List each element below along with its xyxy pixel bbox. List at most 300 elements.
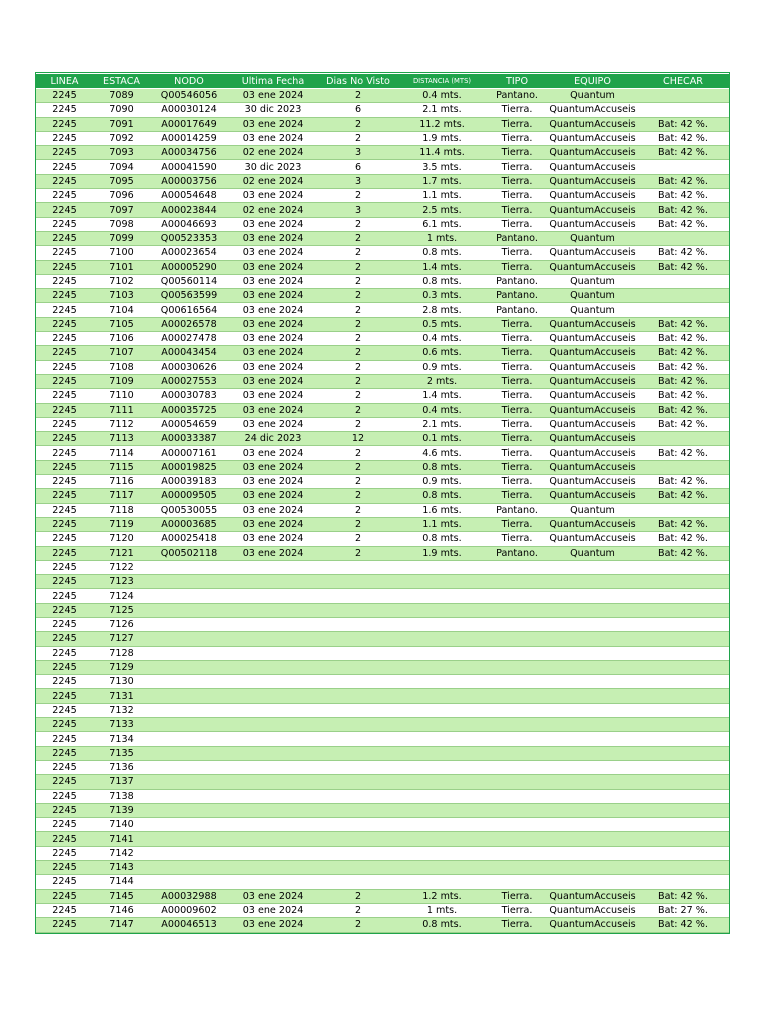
equipo-cell [548, 775, 637, 789]
distancia-cell [398, 746, 486, 760]
distancia-cell [398, 589, 486, 603]
table-row [36, 403, 729, 417]
estaca-cell: 7099 [93, 231, 150, 245]
table-row [36, 861, 729, 875]
table-row [36, 603, 729, 617]
tipo-cell: Tierra. [486, 189, 548, 203]
equipo-cell: Quantum [548, 546, 637, 560]
table-row [36, 803, 729, 817]
estaca-cell: 7108 [93, 360, 150, 374]
checar-cell [637, 646, 729, 660]
tipo-cell: Tierra. [486, 918, 548, 932]
dias-cell [318, 775, 398, 789]
nodo-cell [150, 875, 228, 889]
distancia-cell [398, 789, 486, 803]
estaca-cell: 7147 [93, 918, 150, 932]
col-header-estaca: ESTACA [93, 74, 150, 89]
distancia-cell: 1.7 mts. [398, 174, 486, 188]
table-row [36, 189, 729, 203]
equipo-cell: QuantumAccuseis [549, 447, 636, 459]
estaca-cell: 7135 [93, 746, 150, 760]
distancia-cell: 1.1 mts. [398, 517, 486, 531]
nodo-cell [150, 718, 228, 732]
table-row [36, 274, 729, 288]
tipo-cell: Pantano. [486, 546, 548, 560]
tipo-cell: Tierra. [486, 160, 548, 174]
linea-cell: 2245 [36, 203, 93, 217]
table-row [36, 303, 729, 317]
nodo-cell: A00030124 [150, 103, 228, 117]
nodo-cell: A00023844 [150, 203, 228, 217]
fecha-cell: 03 ene 2024 [228, 317, 318, 331]
checar-cell: Bat: 42 %. [637, 532, 729, 546]
distancia-cell [398, 718, 486, 732]
estaca-cell: 7115 [93, 460, 150, 474]
dias-cell: 2 [318, 189, 398, 203]
col-header-tipo: TIPO [486, 74, 548, 89]
dias-cell [318, 617, 398, 631]
fecha-cell: 03 ene 2024 [228, 918, 318, 932]
estaca-cell: 7131 [93, 689, 150, 703]
linea-cell: 2245 [36, 274, 93, 288]
dias-cell: 2 [318, 918, 398, 932]
linea-cell: 2245 [36, 760, 93, 774]
checar-cell [637, 732, 729, 746]
checar-cell [637, 675, 729, 689]
equipo-cell: QuantumAccuseis [549, 905, 636, 917]
distancia-cell: 0.5 mts. [398, 317, 486, 331]
linea-cell: 2245 [36, 732, 93, 746]
distancia-cell: 1.9 mts. [398, 131, 486, 145]
dias-cell [318, 832, 398, 846]
nodo-cell [150, 832, 228, 846]
fecha-cell [228, 589, 318, 603]
linea-cell: 2245 [36, 217, 93, 231]
distancia-cell: 3.5 mts. [398, 160, 486, 174]
nodo-cell: A00054648 [150, 189, 228, 203]
distancia-cell: 1.4 mts. [398, 260, 486, 274]
distancia-cell [398, 560, 486, 574]
estaca-cell: 7132 [93, 703, 150, 717]
dias-cell: 2 [318, 289, 398, 303]
tipo-cell: Tierra. [486, 131, 548, 145]
dias-cell: 2 [318, 231, 398, 245]
dias-cell: 2 [318, 374, 398, 388]
checar-cell: Bat: 42 %. [637, 131, 729, 145]
tipo-cell [486, 560, 548, 574]
nodo-cell: A00030626 [150, 360, 228, 374]
fecha-cell [228, 818, 318, 832]
fecha-cell: 03 ene 2024 [228, 89, 318, 103]
checar-cell [637, 760, 729, 774]
table-row [36, 517, 729, 531]
checar-cell [637, 818, 729, 832]
estaca-cell: 7100 [93, 246, 150, 260]
fecha-cell: 02 ene 2024 [228, 174, 318, 188]
distancia-cell [398, 861, 486, 875]
tipo-cell: Tierra. [486, 389, 548, 403]
fecha-cell: 03 ene 2024 [228, 389, 318, 403]
dias-cell [318, 589, 398, 603]
equipo-cell: QuantumAccuseis [549, 218, 636, 230]
fecha-cell [228, 617, 318, 631]
nodo-cell: A00041590 [150, 160, 228, 174]
distancia-cell: 1.6 mts. [398, 503, 486, 517]
equipo-cell: QuantumAccuseis [549, 390, 636, 402]
checar-cell: Bat: 42 %. [637, 417, 729, 431]
distancia-cell [398, 875, 486, 889]
distancia-cell [398, 675, 486, 689]
table-row [36, 903, 729, 917]
table-row [36, 617, 729, 631]
distancia-cell: 2.1 mts. [398, 417, 486, 431]
checar-cell: Bat: 42 %. [637, 146, 729, 160]
checar-cell [637, 703, 729, 717]
fecha-cell: 03 ene 2024 [228, 503, 318, 517]
equipo-cell: QuantumAccuseis [549, 104, 636, 116]
tipo-cell [486, 760, 548, 774]
tipo-cell [486, 589, 548, 603]
checar-cell: Bat: 42 %. [637, 389, 729, 403]
table-row [36, 346, 729, 360]
nodo-cell [150, 575, 228, 589]
nodo-cell [150, 660, 228, 674]
nodo-cell: Q00560114 [150, 274, 228, 288]
linea-cell: 2245 [36, 432, 93, 446]
equipo-cell: QuantumAccuseis [549, 161, 636, 173]
distancia-cell [398, 646, 486, 660]
fecha-cell: 30 dic 2023 [228, 103, 318, 117]
fecha-cell: 03 ene 2024 [228, 374, 318, 388]
checar-cell [637, 803, 729, 817]
estaca-cell: 7114 [93, 446, 150, 460]
dias-cell [318, 789, 398, 803]
dias-cell: 2 [318, 546, 398, 560]
fecha-cell: 03 ene 2024 [228, 517, 318, 531]
checar-cell: Bat: 42 %. [637, 317, 729, 331]
estaca-cell: 7110 [93, 389, 150, 403]
tipo-cell [486, 689, 548, 703]
dias-cell: 2 [318, 317, 398, 331]
table-row [36, 546, 729, 560]
linea-cell: 2245 [36, 718, 93, 732]
fecha-cell: 03 ene 2024 [228, 332, 318, 346]
checar-cell: Bat: 42 %. [637, 446, 729, 460]
nodo-cell [150, 861, 228, 875]
nodo-cell [150, 760, 228, 774]
linea-cell: 2245 [36, 918, 93, 932]
dias-cell: 2 [318, 489, 398, 503]
dias-cell: 2 [318, 517, 398, 531]
checar-cell: Bat: 42 %. [637, 217, 729, 231]
distancia-cell: 6.1 mts. [398, 217, 486, 231]
equipo-cell [548, 760, 637, 774]
tipo-cell [486, 632, 548, 646]
dias-cell: 2 [318, 403, 398, 417]
fecha-cell [228, 861, 318, 875]
nodo-cell: A00014259 [150, 131, 228, 145]
equipo-cell: QuantumAccuseis [549, 519, 636, 531]
dias-cell: 2 [318, 532, 398, 546]
fecha-cell: 03 ene 2024 [228, 417, 318, 431]
tipo-cell: Tierra. [486, 374, 548, 388]
table-row [36, 918, 729, 932]
estaca-cell: 7126 [93, 617, 150, 631]
equipo-cell: QuantumAccuseis [549, 418, 636, 430]
nodo-cell: A00032988 [150, 889, 228, 903]
checar-cell [637, 603, 729, 617]
linea-cell: 2245 [36, 246, 93, 260]
checar-cell: Bat: 42 %. [637, 918, 729, 932]
nodo-cell [150, 603, 228, 617]
distancia-cell: 0.8 mts. [398, 460, 486, 474]
linea-cell: 2245 [36, 503, 93, 517]
nodo-cell: Q00523353 [150, 231, 228, 245]
distancia-cell: 1.1 mts. [398, 189, 486, 203]
table-row [36, 332, 729, 346]
dias-cell: 2 [318, 446, 398, 460]
equipo-cell: QuantumAccuseis [549, 490, 636, 502]
distancia-cell: 0.9 mts. [398, 475, 486, 489]
equipo-cell: QuantumAccuseis [549, 147, 636, 159]
checar-cell [637, 575, 729, 589]
distancia-cell [398, 689, 486, 703]
tipo-cell [486, 818, 548, 832]
checar-cell: Bat: 42 %. [637, 174, 729, 188]
fecha-cell [228, 560, 318, 574]
estaca-cell: 7094 [93, 160, 150, 174]
distancia-cell [398, 617, 486, 631]
table-row [36, 131, 729, 145]
table-row [36, 160, 729, 174]
linea-cell: 2245 [36, 532, 93, 546]
estaca-cell: 7095 [93, 174, 150, 188]
table-row [36, 632, 729, 646]
col-header-linea: LINEA [36, 74, 93, 89]
nodo-cell: A00046693 [150, 217, 228, 231]
equipo-cell: QuantumAccuseis [549, 347, 636, 359]
fecha-cell: 03 ene 2024 [228, 346, 318, 360]
table-row [36, 374, 729, 388]
distancia-cell: 0.8 mts. [398, 246, 486, 260]
distancia-cell: 0.8 mts. [398, 489, 486, 503]
equipo-cell: QuantumAccuseis [549, 190, 636, 202]
linea-cell: 2245 [36, 460, 93, 474]
distancia-cell [398, 660, 486, 674]
tipo-cell: Tierra. [486, 432, 548, 446]
fecha-cell: 03 ene 2024 [228, 489, 318, 503]
distancia-cell: 2.5 mts. [398, 203, 486, 217]
dias-cell [318, 575, 398, 589]
distancia-cell: 1.2 mts. [398, 889, 486, 903]
distancia-cell: 2.1 mts. [398, 103, 486, 117]
estaca-cell: 7125 [93, 603, 150, 617]
dias-cell [318, 703, 398, 717]
dias-cell: 2 [318, 303, 398, 317]
linea-cell: 2245 [36, 160, 93, 174]
distancia-cell [398, 803, 486, 817]
table-row [36, 660, 729, 674]
tipo-cell: Pantano. [486, 289, 548, 303]
fecha-cell [228, 846, 318, 860]
nodo-cell [150, 560, 228, 574]
equipo-cell [548, 589, 637, 603]
nodo-cell [150, 703, 228, 717]
equipo-cell: Quantum [548, 503, 637, 517]
fecha-cell: 03 ene 2024 [228, 903, 318, 917]
fecha-cell: 03 ene 2024 [228, 131, 318, 145]
dias-cell: 2 [318, 131, 398, 145]
equipo-cell: QuantumAccuseis [549, 404, 636, 416]
linea-cell: 2245 [36, 861, 93, 875]
tipo-cell [486, 703, 548, 717]
checar-cell [637, 846, 729, 860]
nodo-cell: A00023654 [150, 246, 228, 260]
linea-cell: 2245 [36, 174, 93, 188]
distancia-cell [398, 846, 486, 860]
table-row [36, 718, 729, 732]
estaca-cell: 7091 [93, 117, 150, 131]
equipo-cell: QuantumAccuseis [549, 461, 636, 473]
checar-cell [637, 503, 729, 517]
equipo-cell [548, 575, 637, 589]
tipo-cell: Pantano. [486, 274, 548, 288]
tipo-cell: Pantano. [486, 303, 548, 317]
nodo-cell: A00054659 [150, 417, 228, 431]
nodo-cell: A00003756 [150, 174, 228, 188]
distancia-cell: 0.9 mts. [398, 360, 486, 374]
linea-cell: 2245 [36, 103, 93, 117]
checar-cell [637, 231, 729, 245]
checar-cell: Bat: 42 %. [637, 889, 729, 903]
dias-cell [318, 732, 398, 746]
checar-cell: Bat: 42 %. [637, 489, 729, 503]
dias-cell: 6 [318, 103, 398, 117]
nodo-cell: A00034756 [150, 146, 228, 160]
fecha-cell [228, 575, 318, 589]
equipo-cell: QuantumAccuseis [549, 433, 636, 445]
linea-cell: 2245 [36, 289, 93, 303]
linea-cell: 2245 [36, 575, 93, 589]
table-row [36, 575, 729, 589]
distancia-cell: 0.4 mts. [398, 403, 486, 417]
table-row [36, 217, 729, 231]
dias-cell: 2 [318, 274, 398, 288]
nodo-cell [150, 789, 228, 803]
table-row [36, 503, 729, 517]
nodo-cell: A00030783 [150, 389, 228, 403]
distancia-cell: 0.8 mts. [398, 918, 486, 932]
header-row [36, 74, 729, 89]
linea-cell: 2245 [36, 403, 93, 417]
nodo-cell: A00043454 [150, 346, 228, 360]
equipo-cell [548, 675, 637, 689]
fecha-cell: 03 ene 2024 [228, 217, 318, 231]
equipo-cell: QuantumAccuseis [549, 261, 636, 273]
tipo-cell: Tierra. [486, 146, 548, 160]
checar-cell [637, 460, 729, 474]
tipo-cell: Pantano. [486, 503, 548, 517]
table-row [36, 317, 729, 331]
table-row [36, 231, 729, 245]
tipo-cell: Tierra. [486, 346, 548, 360]
dias-cell: 3 [318, 203, 398, 217]
dias-cell: 3 [318, 174, 398, 188]
linea-cell: 2245 [36, 875, 93, 889]
estaca-cell: 7145 [93, 889, 150, 903]
checar-cell [637, 832, 729, 846]
distancia-cell: 0.6 mts. [398, 346, 486, 360]
table-row [36, 532, 729, 546]
linea-cell: 2245 [36, 617, 93, 631]
equipo-cell [548, 789, 637, 803]
estaca-cell: 7146 [93, 903, 150, 917]
dias-cell: 2 [318, 889, 398, 903]
checar-cell [637, 274, 729, 288]
tipo-cell: Tierra. [486, 103, 548, 117]
distancia-cell: 0.1 mts. [398, 432, 486, 446]
fecha-cell: 03 ene 2024 [228, 117, 318, 131]
tipo-cell: Tierra. [486, 460, 548, 474]
equipo-cell [548, 646, 637, 660]
dias-cell: 6 [318, 160, 398, 174]
equipo-cell: QuantumAccuseis [549, 361, 636, 373]
estaca-cell: 7098 [93, 217, 150, 231]
checar-cell: Bat: 42 %. [637, 246, 729, 260]
distancia-cell: 0.8 mts. [398, 274, 486, 288]
fecha-cell [228, 632, 318, 646]
fecha-cell: 30 dic 2023 [228, 160, 318, 174]
table-row [36, 103, 729, 117]
checar-cell: Bat: 42 %. [637, 260, 729, 274]
equipo-cell: Quantum [548, 231, 637, 245]
nodo-cell: Q00530055 [150, 503, 228, 517]
checar-cell: Bat: 42 %. [637, 360, 729, 374]
nodo-cell [150, 732, 228, 746]
nodo-cell [150, 846, 228, 860]
table-row [36, 746, 729, 760]
estaca-cell: 7105 [93, 317, 150, 331]
fecha-cell: 03 ene 2024 [228, 403, 318, 417]
table-row [36, 589, 729, 603]
distancia-cell: 2.8 mts. [398, 303, 486, 317]
equipo-cell: QuantumAccuseis [549, 133, 636, 145]
distancia-cell [398, 832, 486, 846]
tipo-cell [486, 718, 548, 732]
table-row [36, 89, 729, 103]
fecha-cell: 03 ene 2024 [228, 231, 318, 245]
fecha-cell: 02 ene 2024 [228, 203, 318, 217]
table-row [36, 889, 729, 903]
equipo-cell: QuantumAccuseis [549, 533, 636, 545]
nodo-cell: A00019825 [150, 460, 228, 474]
table-row [36, 289, 729, 303]
table-body [36, 89, 729, 933]
distancia-cell [398, 703, 486, 717]
dias-cell [318, 760, 398, 774]
estaca-cell: 7141 [93, 832, 150, 846]
equipo-cell: QuantumAccuseis [549, 175, 636, 187]
checar-cell [637, 303, 729, 317]
table-row [36, 460, 729, 474]
equipo-cell: QuantumAccuseis [549, 333, 636, 345]
tipo-cell [486, 675, 548, 689]
table-row [36, 389, 729, 403]
distancia-cell: 2 mts. [398, 374, 486, 388]
linea-cell: 2245 [36, 117, 93, 131]
dias-cell [318, 803, 398, 817]
checar-cell [637, 718, 729, 732]
